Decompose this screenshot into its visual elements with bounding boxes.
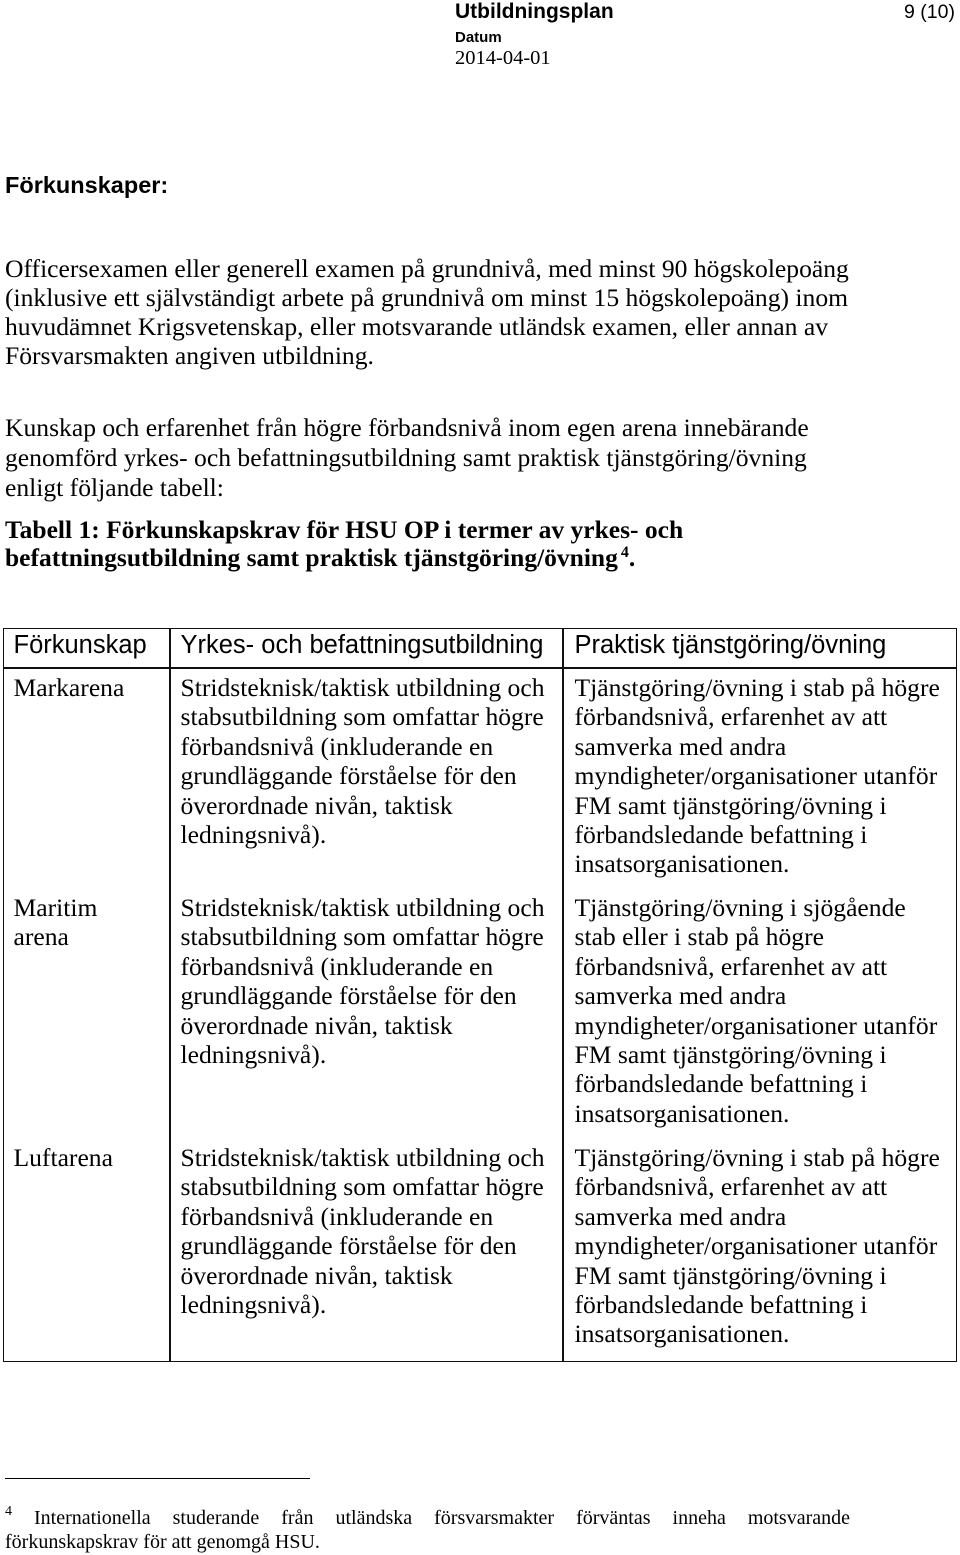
cell-line: stabsutbildning som omfattar högre <box>180 702 544 732</box>
column-divider <box>562 629 564 1361</box>
table-cell-prerequisite <box>14 893 98 952</box>
cell-line: förbandsnivå, erfarenhet av att <box>574 1172 888 1202</box>
footnote-text: Internationella studerande från utländska försvarsmakter förväntas inneha motsvarande <box>34 1507 851 1529</box>
column-divider <box>169 629 171 1361</box>
cell-line: FM samt tjänstgöring/övning i <box>574 1040 887 1070</box>
cell-line: Tjänstgöring/övning i stab på högre <box>574 1143 940 1172</box>
footnote-reference: 4 <box>620 544 629 561</box>
cell-line: stabsutbildning som omfattar högre <box>180 1172 544 1202</box>
table-cell-practice <box>575 1143 940 1349</box>
text-line: genomförd yrkes- och befattningsutbildning samt praktisk tjänstgöring/övning <box>5 443 807 472</box>
cell-line: myndigheter/organisationer utanför <box>574 1010 938 1040</box>
table-cell-training <box>181 1143 545 1319</box>
footnote-line <box>5 1506 850 1530</box>
section-heading: Förkunskaper: <box>5 172 169 198</box>
date-label: Datum <box>455 29 502 46</box>
cell-line: överordnade nivån, taktisk <box>180 1010 453 1040</box>
cell-line: förbandsnivå (inkluderande en <box>180 1201 494 1231</box>
page-number: 9 (10) <box>904 1 955 23</box>
cell-line: ledningsnivå). <box>180 1290 327 1320</box>
document-title: Utbildningsplan <box>455 0 614 23</box>
prerequisites-paragraph-1 <box>5 254 849 371</box>
text-line: (inklusive ett självständigt arbete på grundnivå om minst 15 högskolepoäng) inom <box>5 282 849 312</box>
table-cell-practice <box>575 673 940 879</box>
caption-line-text: befattningsutbildning samt praktisk tjänstgöring/övning <box>5 543 618 572</box>
cell-line: Tjänstgöring/övning i sjögående <box>574 893 906 922</box>
cell-line: Maritim <box>13 893 98 922</box>
text-line: Officersexamen eller generell examen på grundnivå, med minst 90 högskolepoäng <box>5 253 849 283</box>
cell-line: överordnade nivån, taktisk <box>180 1260 453 1290</box>
cell-line: grundläggande förståelse för den <box>180 761 517 791</box>
prerequisites-paragraph-2 <box>5 413 809 503</box>
cell-line: myndigheter/organisationer utanför <box>574 1231 938 1261</box>
table-caption <box>5 516 683 572</box>
cell-line: insatsorganisationen. <box>574 1319 790 1349</box>
table-cell-prerequisite <box>14 1143 113 1172</box>
cell-line: förbandsnivå, erfarenhet av att <box>574 951 888 981</box>
table-cell-training <box>181 893 545 1069</box>
cell-line: FM samt tjänstgöring/övning i <box>574 790 887 820</box>
cell-line: ledningsnivå). <box>180 820 327 850</box>
text-line: huvudämnet Krigsvetenskap, eller motsvarande utländsk examen, eller annan av <box>5 312 828 342</box>
table-cell-training <box>181 673 545 849</box>
cell-line: förbandsledande befattning i <box>574 820 868 850</box>
table-cell-practice <box>575 893 938 1128</box>
cell-line: Luftarena <box>13 1143 113 1172</box>
cell-line: överordnade nivån, taktisk <box>180 790 453 820</box>
table-cell-prerequisite <box>14 673 125 702</box>
cell-line: förbandsnivå, erfarenhet av att <box>574 702 888 732</box>
cell-line: Stridsteknisk/taktisk utbildning och <box>180 893 545 922</box>
text-line: Försvarsmakten angiven utbildning. <box>5 341 374 371</box>
column-header-training: Yrkes- och befattningsutbildning <box>180 630 544 659</box>
footnote-line: förkunskapskrav för att genomgå HSU. <box>5 1531 320 1553</box>
cell-line: stab eller i stab på högre <box>574 922 824 952</box>
cell-line: samverka med andra <box>574 731 787 761</box>
footnote-separator <box>5 1478 310 1479</box>
column-header-prerequisite: Förkunskap <box>13 630 147 659</box>
cell-line: myndigheter/organisationer utanför <box>574 761 938 791</box>
cell-line: arena <box>13 922 69 952</box>
cell-line: förbandsledande befattning i <box>574 1290 868 1320</box>
caption-line: Tabell 1: Förkunskapskrav för HSU OP i termer av yrkes- och <box>5 515 684 544</box>
cell-line: Markarena <box>13 673 125 702</box>
cell-line: förbandsledande befattning i <box>574 1069 868 1099</box>
cell-line: samverka med andra <box>574 1201 787 1231</box>
cell-line: Stridsteknisk/taktisk utbildning och <box>180 1143 545 1172</box>
cell-line: Tjänstgöring/övning i stab på högre <box>574 673 940 702</box>
cell-line: stabsutbildning som omfattar högre <box>180 922 544 952</box>
cell-line: insatsorganisationen. <box>574 849 790 879</box>
date-value: 2014-04-01 <box>455 47 551 69</box>
text-line: enligt följande tabell: <box>5 473 224 502</box>
cell-line: ledningsnivå). <box>180 1040 327 1070</box>
text-line: Kunskap och erfarenhet från högre förbandsnivå inom egen arena innebärande <box>5 413 809 442</box>
cell-line: grundläggande förståelse för den <box>180 1231 517 1261</box>
caption-line <box>5 544 683 572</box>
cell-line: förbandsnivå (inkluderande en <box>180 951 494 981</box>
cell-line: förbandsnivå (inkluderande en <box>180 731 494 761</box>
header-divider <box>4 667 956 669</box>
cell-line: FM samt tjänstgöring/övning i <box>574 1260 887 1290</box>
caption-period: . <box>628 543 636 572</box>
column-header-practice: Praktisk tjänstgöring/övning <box>574 630 887 659</box>
footnote-number: 4 <box>5 1504 12 1519</box>
cell-line: insatsorganisationen. <box>574 1098 790 1128</box>
cell-line: grundläggande förståelse för den <box>180 981 517 1011</box>
cell-line: Stridsteknisk/taktisk utbildning och <box>180 673 545 702</box>
cell-line: samverka med andra <box>574 981 787 1011</box>
prerequisites-table <box>3 628 957 1362</box>
